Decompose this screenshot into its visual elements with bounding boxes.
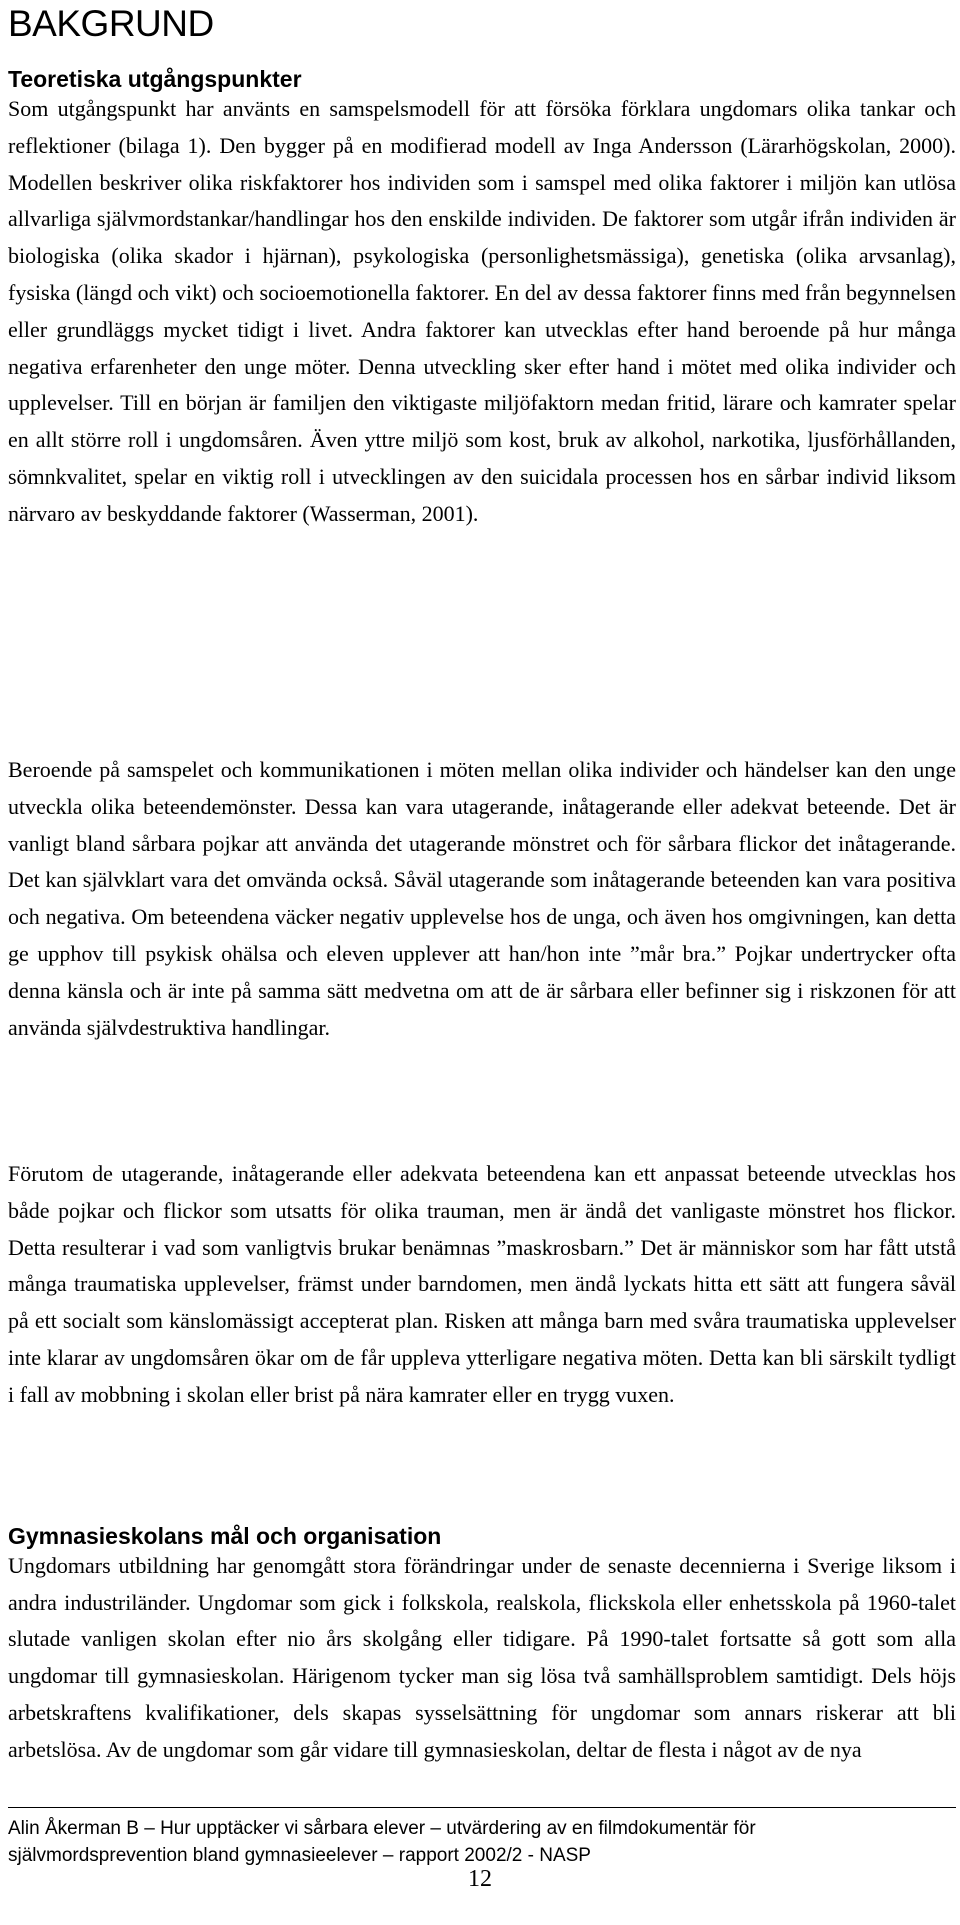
page-number: 12 [468,1866,492,1892]
chapter-title: BAKGRUND [8,3,214,44]
body-paragraph: Förutom de utagerande, inåtagerande eller adekvata beteendena kan ett anpassat beteende utvecklas hos både pojkar och flickor som utsatts för olika trauman, men är ändå det vanligaste mönstret hos flickor. Detta resulterar i vad som vanligtvis brukar benämnas ”maskrosbarn.” Det är människor som har fått utstå många traumatiska upplevelser, främst under barndomen, men ändå lyckats hitta ett sätt att fungera såväl på ett socialt som känslomässigt accepterat plan. Risken att många barn med svåra traumatiska upplevelser inte klarar av ungdomsåren ökar om de får uppleva ytterligare negativa möten. Detta kan bli särskilt tydligt i fall av mobbning i skolan eller brist på nära kamrater eller en trygg vuxen. [8,1161,956,1407]
page-footer [8,1815,956,1869]
body-paragraph: Beroende på samspelet och kommunikationen i möten mellan olika individer och händelser kan den unge utveckla olika beteendemönster. Dessa kan vara utagerande, inåtagerande eller adekvat beteende. Det är vanligt bland sårbara pojkar att använda det utagerande mönstret och för sårbara flickor det inåtagerande. Det kan självklart vara det omvända också. Såväl utagerande som inåtagerande beteenden kan vara positiva och negativa. Om beteendena väcker negativ upplevelse hos de unga, och även hos omgivningen, kan detta ge upphov till psykisk ohälsa och eleven upplever att han/hon inte ”mår bra.” Pojkar undertrycker ofta denna känsla och är inte på samma sätt medvetna om att de är sårbara eller befinner sig i riskzonen för att använda självdestruktiva handlingar. [8,757,956,1040]
body-paragraph: Ungdomars utbildning har genomgått stora förändringar under de senaste decennierna i Sverige liksom i andra industriländer. Ungdomar som gick i folkskola, realskola, flickskola eller enhetsskola på 1960-talet slutade vanligen skolan efter nio års skolgång eller tidigare. På 1990-talet fortsatte så gott som alla ungdomar till gymnasieskolan. Härigenom tycker man sig lösa två samhällsproblem samtidigt. Dels höjs arbetskraftens kvalifikationer, dels skapas sysselsättning för ungdomar som annars riskerar att bli arbetslösa. Av de ungdomar som går vidare till gymnasieskolan, deltar de flesta i något av de nya [8,1553,956,1762]
footer-line-2: självmordsprevention bland gymnasieelever – rapport 2002/2 - NASP [8,1845,591,1866]
body-paragraph: Som utgångspunkt har använts en samspelsmodell för att försöka förklara ungdomars olika tankar och reflektioner (bilaga 1). Den bygger på en modifierad modell av Inga Andersson (Lärarhögskolan, 2000). Modellen beskriver olika riskfaktorer hos individen som i samspel med olika faktorer i miljön kan utlösa allvarliga självmordstankar/handlingar hos den enskilde individen. De faktorer som utgår ifrån individen är biologiska (olika skador i hjärnan), psykologiska (personlighetsmässiga), genetiska (olika arvsanlag), fysiska (längd och vikt) och socioemotionella faktorer. En del av dessa faktorer finns med från begynnelsen eller grundläggs mycket tidigt i livet. Andra faktorer kan utvecklas efter hand beroende på hur många negativa erfarenheter den unge möter. Denna utveckling sker efter hand i mötet med olika individer och upplevelser. Till en början är familjen den viktigaste miljöfaktorn medan fritid, lärare och kamrater spelar en allt större roll i ungdomsåren. Även yttre miljö som kost, bruk av alkohol, narkotika, ljusförhållanden, sömnkvalitet, spelar en viktig roll i utvecklingen av den suicidala processen hos en sårbar individ liksom närvaro av beskyddande faktorer (Wasserman, 2001). [8,96,956,526]
footer-line-1: Alin Åkerman B – Hur upptäcker vi sårbara elever – utvärdering av en filmdokumentär för [8,1818,756,1839]
section-heading-theory: Teoretiska utgångspunkter [8,66,302,92]
section-heading-organisation: Gymnasieskolans mål och organisation [8,1523,442,1549]
footer-divider [8,1807,956,1808]
